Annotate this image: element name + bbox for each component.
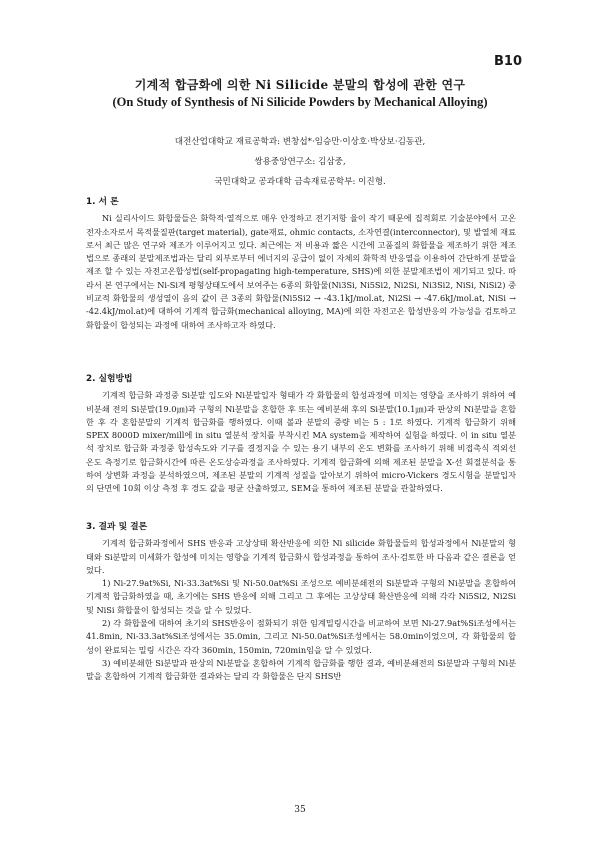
section-heading: 3. 결과 및 결론 — [86, 522, 148, 532]
author-line: 쌍용중앙연구소: 김삼중, — [254, 157, 346, 167]
paragraph: 3) 예비분쇄한 Si분말과 판상의 Ni분말을 혼합하여 기계적 합금화를 행한 결과, 예비분쇄전의 Si분말과 구형의 Ni분말을 혼합하여 기계적 합금화한 결과와는 달리 각 화합물은 단지 SHS반 — [86, 657, 516, 682]
paragraph: 기계적 합금화 과정중 Si분말 입도와 Ni분말입자 형태가 각 화합물의 합성과정에 미치는 영향을 조사하기 위하여 예비분쇄 전의 Si분말(19.0㎛)과 구형의 Ni분말을 혼합한 후 또는 예비분쇄 후의 Si분말(10.1㎛)과 판상의 Ni분말을 혼합한 후 각 혼합분말의 기계적 합금화를 행하였다. 이때 볼과 분말의 중량 비는 5 : 1로 하였다. 기계적 합금화기 위해 SPEX 8000D mixer/mill에 in situ 열분석 장치를 부착시킨 MA system을 제작하여 실험을 하였다. 이 in situ 열분석 장치로 합금화 과정중 합성속도와 기구를 결정지을 수 있는 용기 내부의 온도 변화를 조사하기 위해 비접촉식 적외선 온도 측정기로 합금화시간에 따른 온도상승과정을 조사하였다. 기계적 합금화에 의해 제조된 분말을 X-선 회절분석을 통하여 상변화 과정을 분석하였으며, 제조된 분말의 기계적 성질을 알아보기 위하여 micro-Vickers 경도시험을 분말입자의 단면에 10회 이상 측정 후 경도 값을 평균 산출하였고, SEM을 통하여 제조된 분말을 관찰하였다. — [86, 390, 516, 494]
title-english: (On Study of Synthesis of Ni Silicide Powders by Mechanical Alloying) — [112, 95, 488, 109]
paragraph: Ni 실리사이드 화합물들은 화학적·열적으로 매우 안정하고 전기저항 율이 작기 때문에 집적회로 기술분야에서 고온전자소자로서 목적물질판(target material), gate재료, ohmic contacts, 소자연결(interconnector), 및 발열체 재료로서 최근 많은 연구와 제조가 이루어지고 있다. 최근에는 저 비용과 짧은 시간에 고품질의 화합물을 제조하기 위한 제조법으로 종래의 분말제조법과는 달리 외부로부터 에너지의 공급이 없이 자체의 화학적 반응열을 이용하여 간단하게 분말을 제조 할 수 있는 자전고온합성법(self-propagating high-temperature, SHS)에 의한 분말제조법이 제기되고 있다. 따라서 본 연구에서는 Ni-Si계 평형상태도에서 보여주는 6종의 화합물(Ni3Si, Ni5Si2, Ni2Si, Ni3Si2, NiSi, NiSi2) 중 비교적 화합물의 생성열이 음의 값이 큰 3종의 화합물(Ni5Si2 → -43.1kJ/mol.at, Ni2Si → -47.6kJ/mol.at, NiSi → -42.4kJ/mol.at)에 대하여 기계적 합금화(mechanical alloying, MA)에 의한 자전고온 합성반응의 가능성을 검토하고 화합물이 합성되는 과정에 대하여 조사하고자 하였다. — [86, 213, 516, 330]
author-list — [0, 132, 600, 192]
paragraph: 기계적 합금화과정에서 SHS 반응과 고상상태 확산반응에 의한 Ni silicide 화합물들의 합성과정에서 Ni분말의 형태와 Si분말의 미세화가 합성에 미치는 영향을 기계적 합금화시 합성과정을 통하여 조사·검토한 바 다음과 같은 결론을 얻었다. — [86, 538, 516, 575]
section-results — [86, 521, 516, 684]
paragraph: 1) Ni-27.9at%Si, Ni-33.3at%Si 및 Ni-50.0at%Si 조성으로 예비분쇄전의 Si분말과 구형의 Ni분말을 혼합하여 기계적 합금화하였을 때, 초기에는 SHS 반응에 의해 그리고 그 후에는 고상상태 확산반응에 의해 각각 Ni5Si2, Ni2Si 및 NiSi 화합물이 합성되는 것을 알 수 있었다. — [86, 578, 516, 615]
author-line: 대전산업대학교 재료공학과: 변창섭*·임승만·이상호·박상보·김동관, — [174, 137, 426, 147]
title-korean: 기계적 합금화에 의한 Ni Silicide 분말의 합성에 관한 연구 — [134, 78, 466, 92]
section-introduction — [86, 196, 516, 332]
author-line: 국민대학교 공과대학 금속재료공학부: 이진형. — [214, 177, 386, 187]
paragraph: 2) 각 화합물에 대하여 초기의 SHS반응이 점화되기 위한 임계밀링시간을 비교하여 보면 Ni-27.9at%Si조성에서는 41.8min, Ni-33.3at%Si조성에서는 35.0min, 그리고 Ni-50.0at%Si조성에서는 58.0min이었으며, 각 화합물의 합성이 완료되는 밀링 시간은 각각 360min, 150min, 720min임을 알 수 있었다. — [86, 618, 516, 655]
section-heading: 1. 서 론 — [86, 197, 119, 207]
abstract-code: B10 — [494, 54, 522, 69]
section-method — [86, 373, 516, 496]
section-heading: 2. 실험방법 — [86, 374, 133, 384]
page-number: 35 — [294, 805, 306, 815]
